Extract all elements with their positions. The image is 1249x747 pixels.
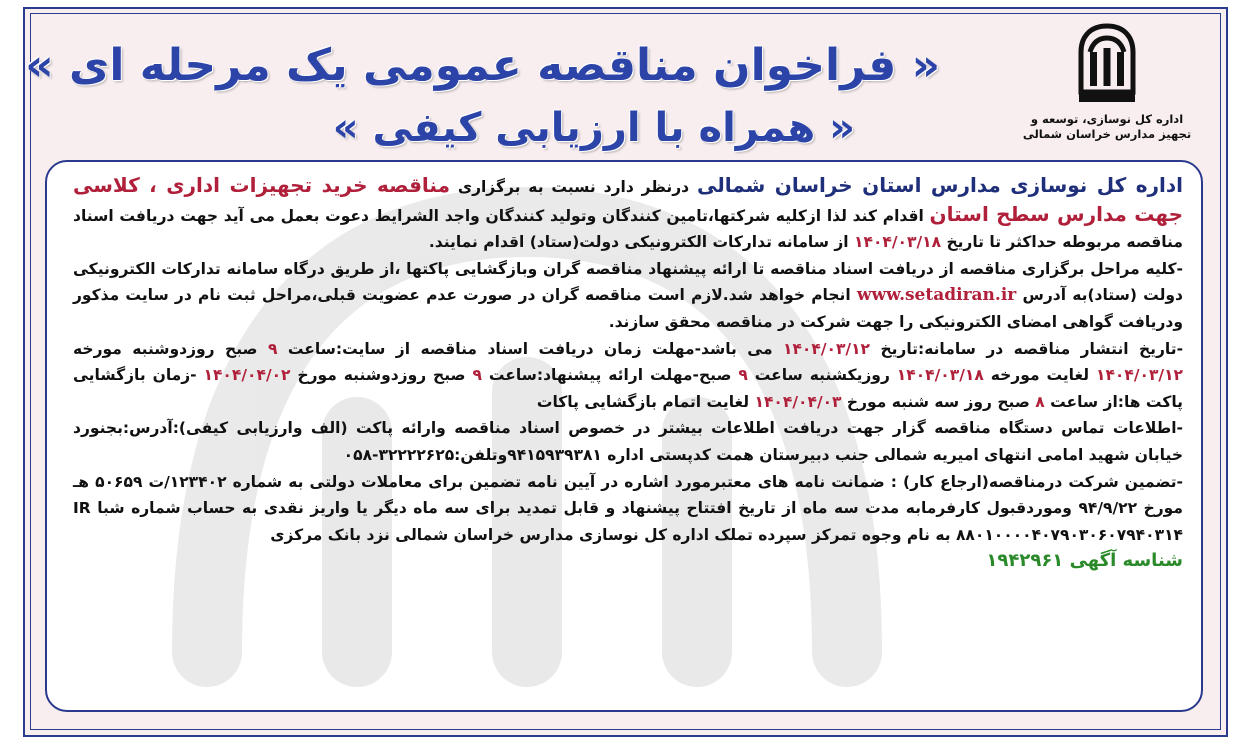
- text-span: صبح روز سه شنبه مورخ: [841, 392, 1036, 411]
- text-span: -تضمین شرکت درمناقصه(ارجاع کار) : ضمانت نامه های معتبرمورد اشاره در آیین نامه تضمین برای معاملات دولتی به شماره ۱۲۳۴۰۲/ت ۵۰۶۵۹ هـ مورخ ۹۴/۹/۲۲ وموردقبول کارفرمابه مدت سه ماه از تاریخ افتتاح پیشنهاد و قابل تمدید برای سه ماه دیگر یا واریز نقدی به حساب شماره شبا: [73, 472, 1183, 518]
- notice-id: شناسه آگهی ۱۹۴۲۹۶۱: [986, 550, 1183, 572]
- publish-date: ۱۴۰۴/۰۳/۱۲: [783, 339, 871, 358]
- text-span: -اطلاعات تماس دستگاه مناقصه گزار جهت دریافت اطلاعات بیشتر در خصوص اسناد مناقصه وارائه پاکت (الف وارزیابی کیفی):آدرس:بجنورد خیابان شهید امامی انتهای امیریه شمالی جنب دبیرستان همت کدپستی اداره ۹۴۱۵۹۳۹۳۸۱وتلفن:۳۲۲۲۲۶۲۵-۰۵۸: [73, 419, 1183, 464]
- text-span: صبح روزدوشنبه مورخ: [290, 366, 473, 385]
- page-subtitle: « همراه با ارزیابی کیفی »: [332, 105, 855, 151]
- text-span: می باشد-مهلت زمان دریافت اسناد مناقصه از سایت:ساعت: [277, 339, 783, 358]
- docs-from-hour: ۹: [267, 339, 278, 358]
- offer-hour: ۹: [472, 366, 482, 385]
- text-span: درنظر دارد نسبت به برگزاری: [449, 178, 697, 196]
- notice-body: [45, 160, 1203, 712]
- docs-to-date: ۱۴۰۴/۰۳/۱۸: [896, 366, 984, 385]
- docs-to-hour: ۹: [738, 366, 748, 385]
- iban-number: IR ۸۸۰۱۰۰۰۰۴۰۷۹۰۳۰۶۰۷۹۴۰۳۱۴: [73, 499, 1183, 544]
- text-span: انجام خواهد شد.لازم است مناقصه گران در صورت عدم عضویت قبلی،مراحل ثبت نام در سایت مذکور ودریافت گواهی امضای الکترونیکی را جهت شرکت در مناقصه محقق سازند.: [73, 286, 1183, 331]
- text-span: -زمان بازگشایی پاکت ها:از ساعت: [73, 366, 1183, 411]
- page-title: « فراخوان مناقصه عمومی یک مرحله ای »: [25, 40, 940, 91]
- text-span: صبح-مهلت ارائه پیشنهاد:ساعت: [481, 366, 739, 385]
- text-span: به نام وجوه تمرکز سپرده تملک اداره کل نوسازی مدارس خراسان شمالی نزد بانک مرکزی: [270, 525, 956, 544]
- paragraph-contact: [73, 415, 1183, 468]
- paragraph-notice-id: [73, 548, 1183, 575]
- paragraph-schedule: [73, 336, 1183, 416]
- paragraph-guarantee: [73, 469, 1183, 549]
- docs-deadline-date: ۱۴۰۴/۰۳/۱۸: [854, 233, 942, 252]
- text-span: صبح روزدوشنبه مورخه: [73, 339, 268, 358]
- docs-from-date: ۱۴۰۴/۰۳/۱۲: [1096, 366, 1184, 385]
- text-span: از سامانه تدارکات الکترونیکی دولت(ستاد) اقدام نمایند.: [428, 233, 855, 252]
- text-span: -تاریخ انتشار مناقصه در سامانه:تاریخ: [870, 339, 1183, 358]
- text-span: روزیکشنبه ساعت: [747, 366, 897, 385]
- org-logo-icon: [1075, 22, 1139, 108]
- text-span: لغایت اتمام بازگشایی پاکات: [536, 392, 755, 411]
- opening-date: ۱۴۰۴/۰۴/۰۳: [754, 392, 842, 411]
- offer-date: ۱۴۰۴/۰۴/۰۲: [203, 366, 291, 385]
- org-name: اداره کل نوسازی، توسعه و تجهیز مدارس خراسان شمالی: [1022, 112, 1192, 141]
- tender-subject: مناقصه خرید تجهیزات اداری ، کلاسی جهت مدارس سطح استان: [73, 173, 1183, 226]
- website-link[interactable]: www.setadiran.ir: [856, 285, 1017, 306]
- text-span: اقدام کند لذا ازکلیه شرکتها،تامین کنندگان وتولید کنندگان واجد الشرایط دعوت بعمل می آید جهت دریافت اسناد مناقصه مربوطه حداکثر تا تاریخ: [73, 206, 1183, 252]
- notice-text: [73, 172, 1183, 575]
- paragraph-intro: [73, 172, 1183, 256]
- header: [25, 14, 1220, 159]
- paragraph-process: [73, 256, 1183, 336]
- text-span: -کلیه مراحل برگزاری مناقصه از دریافت اسناد مناقصه تا ارائه پیشنهاد مناقصه گران وبازگشایی پاکتها ،از طریق درگاه سامانه تدارکات الکترونیکی دولت (ستاد)به آدرس: [73, 259, 1183, 305]
- org-full-name: اداره کل نوسازی مدارس استان خراسان شمالی: [696, 173, 1183, 197]
- org-logo-block: [1022, 22, 1192, 152]
- text-span: لغایت مورخه: [983, 366, 1096, 385]
- opening-hour: ۸: [1035, 392, 1045, 411]
